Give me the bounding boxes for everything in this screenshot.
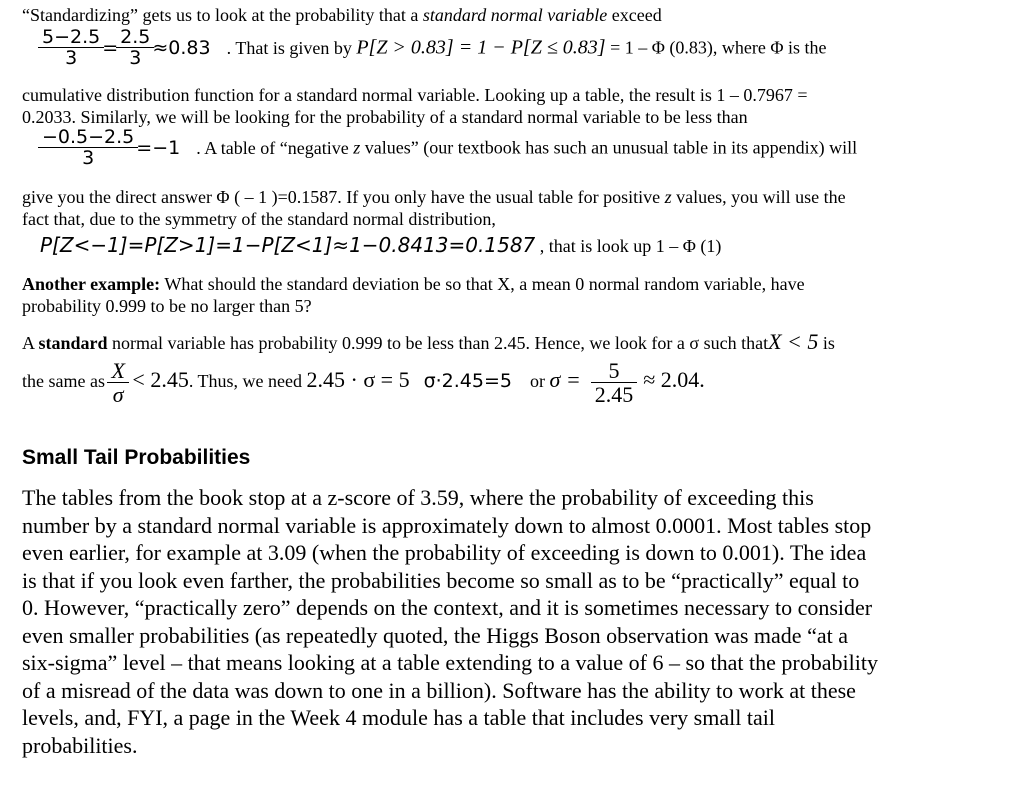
body-line: levels, and, FYI, a page in the Week 4 module has a table that includes very small tail	[22, 705, 775, 730]
para1-line5: $\frac{-0.5-2.5}{3}$ =−1 . A table of “negative z values” (our textbook has such an unusual table in its appendix) will	[22, 128, 857, 168]
para1-line4: 0.2033. Similarly, we will be looking for the probability of a standard normal variable to be less than	[22, 107, 748, 127]
body-line: is that if you look even farther, the probabilities become so small as to be “practically” equal to	[22, 567, 860, 593]
fraction-3: $\frac{-0.5-2.5}{3}$	[40, 128, 136, 168]
body-line: six-sigma” level – that means looking at a table extending to a value of 6 – so that the probability	[22, 650, 878, 675]
body-line: of a misread of the data was down to one in a billion). Software has the ability to work at these	[22, 677, 856, 703]
fraction-5-over-2-45: $\frac{5}{2.45}$	[593, 360, 636, 406]
fraction-x-sigma: $\frac{X}{\sigma}$	[109, 360, 126, 406]
standardize-formula: $\frac{5-2.5}{3}$ = $\frac{2.5}{3}$ ≈0.83	[40, 37, 217, 59]
text-italic: standard normal variable	[422, 5, 608, 25]
text: exceed	[607, 5, 662, 25]
text: = 1 – Φ (0.83), where Φ is the	[605, 37, 827, 58]
body-line: probabilities.	[22, 732, 138, 758]
body-line: even earlier, for example at 3.09 (when the probability of exceeding is down to 0.001). The idea	[22, 540, 867, 565]
para1-line6: give you the direct answer Φ ( – 1 )=0.1587. If you only have the usual table for positive z values, you will use the	[22, 187, 846, 207]
para1-line8: P[Z<−1]=P[Z>1]=1−P[Z<1]≈1−0.8413=0.1587 , that is look up 1 – Φ (1)	[40, 233, 722, 257]
para2-line2: probability 0.999 to be no larger than 5?	[22, 296, 312, 316]
para1-line7: fact that, due to the symmetry of the standard normal distribution,	[22, 209, 496, 229]
text: values” (our textbook has such an unusual table in its appendix) will	[360, 137, 858, 158]
text: . A table of “negative	[196, 137, 354, 158]
section-heading: Small Tail Probabilities	[22, 446, 251, 469]
section-body	[22, 484, 992, 759]
body-line: 0. However, “practically zero” depends on the context, and it is sometimes necessary to consider	[22, 595, 873, 620]
text: “Standardizing” gets us to look at the probability that a	[22, 5, 423, 25]
body-line: The tables from the book stop at a z-score of 3.59, where the probability of exceeding this	[22, 485, 814, 510]
negative-z-formula: $\frac{-0.5-2.5}{3}$ =−1	[40, 137, 186, 159]
para1-line1	[22, 4, 662, 26]
para1-line3: cumulative distribution function for a standard normal variable. Looking up a table, the result is 1 – 0.7967 =	[22, 85, 808, 105]
para2-line1: Another example: What should the standard deviation be so that X, a mean 0 normal random variable, have	[22, 274, 805, 294]
symmetry-formula: P[Z<−1]=P[Z>1]=1−P[Z<1]≈1−0.8413=0.1587	[40, 233, 536, 257]
para3-line2: the same as $\frac{X}{\sigma}$ < 2.45. Thus, we need 2.45 · σ = 5 σ·2.45=5 or σ = $\frac{5}{2.45}$ ≈ 2.04.	[22, 357, 705, 407]
fraction-1: $\frac{5-2.5}{3}$	[40, 28, 102, 68]
text: . That is given by	[226, 37, 357, 58]
math-expression: P[Z > 0.83] = 1 − P[Z ≤ 0.83]	[356, 36, 606, 59]
math-expression: X < 5	[768, 329, 819, 354]
para1-line2	[22, 28, 827, 68]
para3-line1: A standard normal variable has probability 0.999 to be less than 2.45. Hence, we look for a σ such thatX < 5 is	[22, 329, 835, 354]
body-line: number by a standard normal variable is approximately down to almost 0.0001. Most tables stop	[22, 512, 872, 538]
fraction-2: $\frac{2.5}{3}$	[118, 28, 152, 68]
example-label: Another example:	[22, 274, 161, 294]
body-line: even smaller probabilities (as repeatedly quoted, the Higgs Boson observation was made “at a	[22, 622, 848, 648]
